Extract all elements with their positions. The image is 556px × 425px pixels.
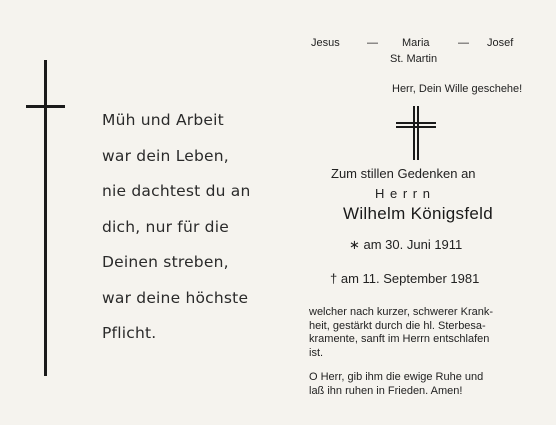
poem-line: war dein Leben,: [102, 146, 229, 165]
small-cross-icon: [396, 106, 436, 160]
poem-line: nie dachtest du an: [102, 182, 251, 200]
birth-date: ∗ am 30. Juni 1911: [349, 237, 463, 252]
motto: Herr, Dein Wille geschehe!: [392, 83, 523, 95]
text-line: welcher nach kurzer, schwerer Krank-: [309, 306, 494, 318]
header-maria: Maria: [402, 37, 430, 49]
poem-line: dich, nur für die: [102, 217, 229, 236]
prayer-line: O Herr, gib ihm die ewige Ruhe und: [309, 371, 484, 383]
header-jesus: Jesus: [311, 37, 340, 49]
cross-horizontal-bar: [26, 105, 65, 108]
prayer-text: [309, 371, 483, 398]
text-line: kramente, sanft im Herrn entschlafen: [309, 333, 490, 345]
prayer-line: laß ihn ruhen in Frieden. Amen!: [309, 384, 463, 397]
deceased-name: Wilhelm Königsfeld: [343, 204, 493, 223]
memorial-herrn: H e r r n: [375, 186, 431, 201]
header-parish: St. Martin: [390, 53, 438, 65]
memorial-intro: Zum stillen Gedenken an: [331, 166, 476, 181]
text-line: ist.: [309, 346, 324, 359]
poem-line: Müh und Arbeit: [102, 111, 224, 129]
header-dash: —: [367, 37, 378, 49]
text-line: heit, gestärkt durch die hl. Sterbesa-: [309, 319, 486, 332]
poem-line: Pflicht.: [102, 324, 157, 342]
poem-line: Deinen streben,: [102, 253, 229, 271]
header-dash: —: [458, 37, 469, 49]
poem-line: war deine höchste: [102, 288, 249, 307]
death-date: † am 11. September 1981: [330, 271, 480, 286]
header-josef: Josef: [487, 37, 514, 49]
poem: [102, 103, 282, 352]
death-notice-text: [309, 306, 493, 360]
